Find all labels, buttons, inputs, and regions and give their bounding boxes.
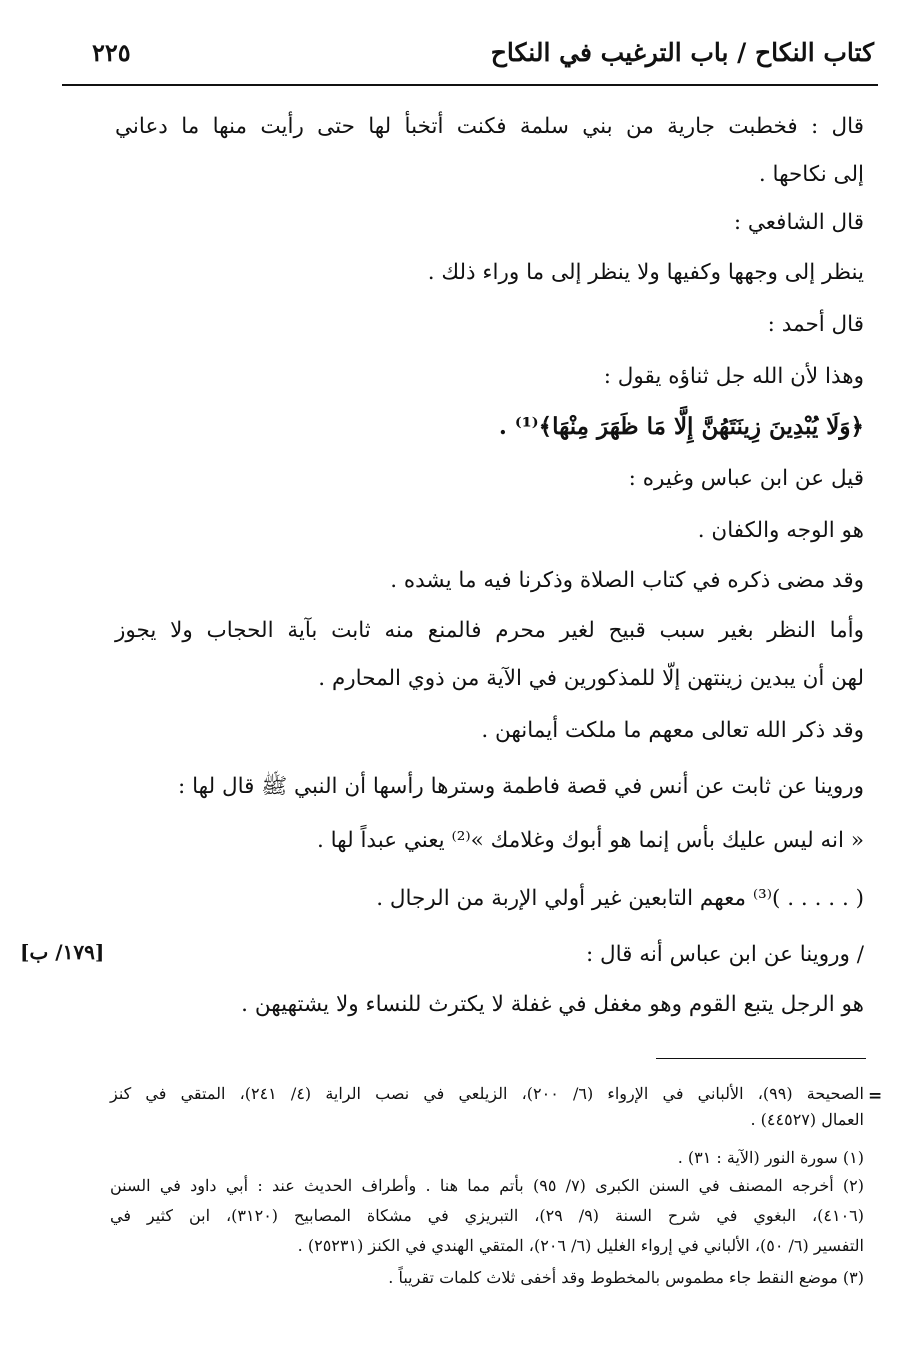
text-line-17: / وروينا عن ابن عباس أنه قال :: [585, 942, 864, 967]
footnote-2-line-1: (٢) أخرجه المصنف في السنن الكبرى (٧/ ٩٥) بأتم مما هنا . وأطراف الحديث عند : أبي داود في السنن: [110, 1176, 865, 1195]
header-rule: [62, 84, 878, 86]
manuscript-folio-note: [١٧٩/ ب]: [20, 940, 105, 964]
text-line-1: قال : فخطبت جارية من بني سلمة فكنت أتخبأ لها حتى رأيت منها ما دعاني: [115, 114, 864, 139]
text-line-3: قال الشافعي :: [733, 210, 864, 235]
text-line-2: إلى نكاحها .: [758, 162, 864, 187]
page-number: ٢٢٥: [92, 38, 131, 67]
text-line-12: لهن أن يبدين زينتهن إلّا للمذكورين في الآية من ذوي المحارم .: [318, 666, 864, 691]
text-line-8: قيل عن ابن عباس وغيره :: [628, 466, 864, 491]
quran-verse: ﴿وَلَا يُبْدِينَ زِينَتَهُنَّ إِلَّا مَا ظَهَرَ مِنْهَا﴾⁽¹⁾ .: [498, 413, 864, 440]
text-line-5: قال أحمد :: [767, 312, 864, 337]
footnote-3: (٣) موضع النقط جاء مطموس بالمخطوط وقد أخفى ثلاث كلمات تقريباً .: [388, 1268, 864, 1287]
footnote-2-line-2: (٤١٠٦)، البغوي في شرح السنة (٩/ ٢٩)، التبريزي في مشكاة المصابيح (٣١٢٠)، ابن كثير في: [110, 1206, 865, 1225]
footnote-2-line-3: التفسير (٦/ ٥٠)، الألباني في إرواء الغليل (٦/ ٢٠٦)، المتقي الهندي في الكنز (٢٥٢٣١) .: [297, 1236, 864, 1255]
text-line-4: ينظر إلى وجهها وكفيها ولا ينظر إلى ما وراء ذلك .: [427, 260, 864, 285]
footnote-line-1: الصحيحة (٩٩)، الألباني في الإرواء (٦/ ٢٠٠)، الزيلعي في نصب الراية (٤/ ٢٤١)، المتقي في كنز: [110, 1084, 865, 1103]
text-line-6: وهذا لأن الله جل ثناؤه يقول :: [603, 364, 864, 389]
footnote-line-2: العمال (٤٤٥٢٧) .: [750, 1110, 864, 1129]
text-line-10: وقد مضى ذكره في كتاب الصلاة وذكرنا فيه ما يشده .: [390, 568, 864, 593]
text-line-14: وروينا عن ثابت عن أنس في قصة فاطمة وسترها رأسها أن النبي ﷺ قال لها :: [178, 774, 864, 799]
running-title: كتاب النكاح / باب الترغيب في النكاح: [490, 38, 874, 67]
hadith-quote: « انه ليس عليك بأس إنما هو أبوك وغلامك »⁽²⁾ يعني عبداً لها .: [316, 828, 864, 853]
text-line-9: هو الوجه والكفان .: [697, 518, 864, 543]
footnote-continuation-mark: =: [868, 1086, 883, 1106]
text-line-16: ( . . . . . )⁽³⁾ معهم التابعين غير أولي الإربة من الرجال .: [376, 886, 864, 911]
footnote-1: (١) سورة النور (الآية : ٣١) .: [677, 1148, 864, 1167]
footnote-rule: [656, 1058, 866, 1059]
text-line-11: وأما النظر بغير سبب قبيح لغير محرم فالمنع منه ثابت بآية الحجاب ولا يجوز: [115, 618, 864, 643]
text-line-13: وقد ذكر الله تعالى معهم ما ملكت أيمانهن .: [481, 718, 864, 743]
text-line-18: هو الرجل يتبع القوم وهو مغفل في غفلة لا يكترث للنساء ولا يشتهيهن .: [241, 992, 864, 1017]
